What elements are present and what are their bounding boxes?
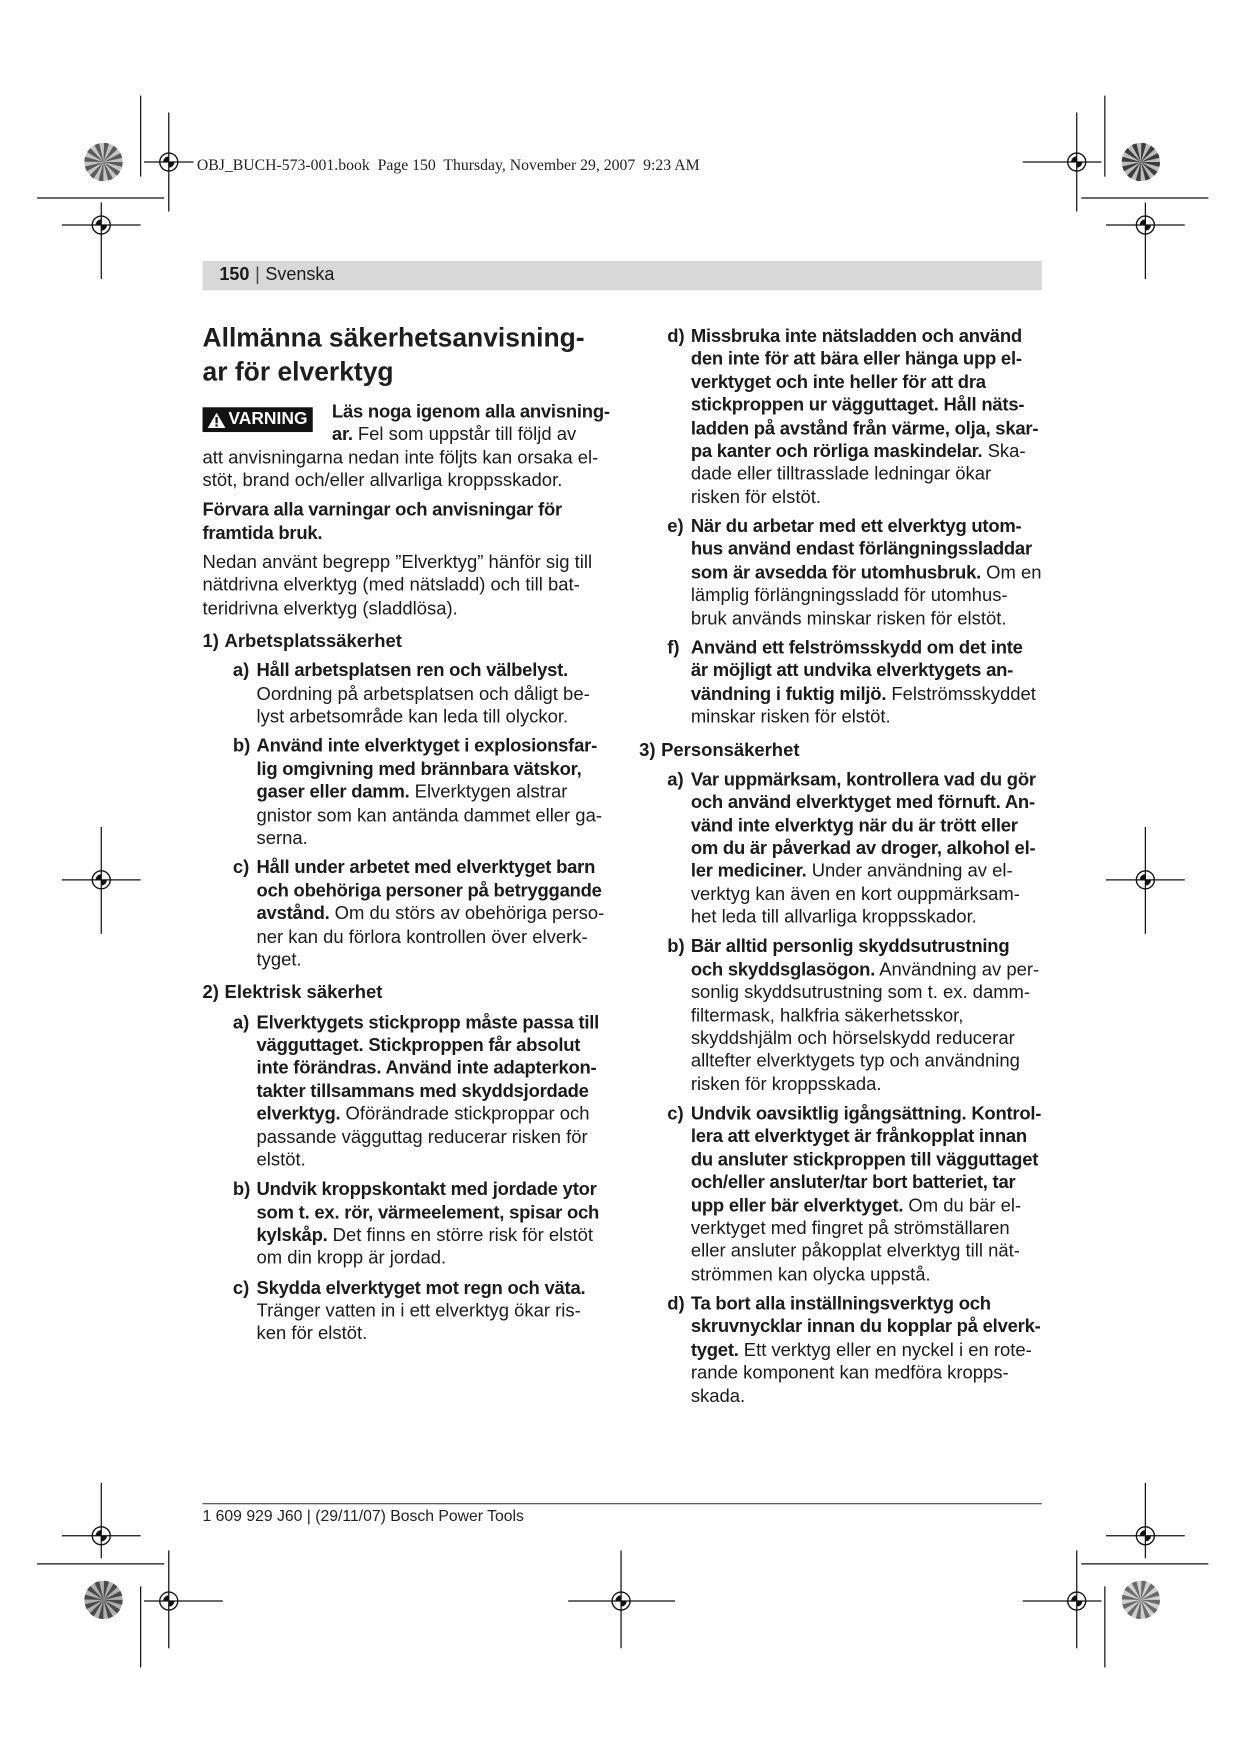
text-run: Om en	[981, 562, 1042, 583]
color-rosette	[84, 143, 122, 181]
text-line	[691, 958, 1044, 981]
text-run: bruk används minskar risken för elstöt.	[690, 608, 1007, 629]
text-line	[203, 551, 610, 574]
text-line	[691, 660, 1044, 683]
bold-text: Elverktygets stickpropp måste passa till	[256, 1012, 600, 1033]
text-line	[691, 981, 1044, 1004]
bold-text: vänd inte elverktyg när du är trött eller	[690, 815, 1018, 836]
text-run: dade eller tilltrasslade ledningar ökar	[690, 464, 992, 485]
list-item	[203, 1011, 610, 1172]
text-line	[257, 1034, 610, 1057]
bold-text: Håll under arbetet med elverktyget barn	[256, 857, 596, 878]
section-number: 1)	[202, 631, 219, 652]
list-item	[639, 325, 1044, 509]
text-run: het leda till allvarliga kroppsskador.	[690, 906, 977, 928]
text-line	[691, 417, 1044, 440]
text-line	[691, 814, 1044, 837]
text-line	[257, 902, 610, 925]
bold-text: skruvnycklar innan du kopplar på elverk-	[690, 1316, 1041, 1338]
text-line	[691, 1240, 1044, 1263]
bold-text: vägguttaget. Stickproppen får absolut	[256, 1035, 581, 1056]
text-run: lyst arbetsområde kan leda till olyckor.	[256, 706, 569, 728]
text-run: skyddshjälm och hörselskydd reducerar	[690, 1028, 1015, 1049]
item-label: a)	[232, 660, 250, 682]
bold-text: Använd inte elverktyget i explosionsfar-	[256, 736, 597, 757]
title-line: Allmänna säkerhetsanvisning-	[202, 322, 585, 353]
text-line	[257, 1322, 610, 1345]
text-run: alltefter elverktygets typ och användning	[690, 1051, 1020, 1072]
text-run: passande vägguttag reducerar risken för	[256, 1126, 588, 1148]
bold-text: tyget.	[690, 1339, 739, 1361]
bold-text: elverktyg.	[256, 1103, 341, 1125]
text-line	[691, 1263, 1044, 1286]
text-line	[203, 469, 610, 492]
section-title: Personsäkerhet	[661, 739, 800, 761]
text-line	[691, 837, 1044, 860]
text-run: verktyget med fingret på strömställaren	[690, 1218, 1010, 1239]
item-label: a)	[667, 769, 684, 790]
bold-text: inte förändras. Använd inte adapterkon-	[256, 1057, 597, 1079]
list-item	[203, 1178, 610, 1270]
text-run: att anvisningarna nedan inte följts kan orsaka el-	[202, 447, 599, 468]
text-run: ken för elstöt.	[256, 1323, 368, 1344]
text-line	[691, 1073, 1044, 1096]
section-language: Svenska	[265, 265, 335, 285]
item-label: c)	[232, 857, 250, 878]
list-item	[639, 637, 1044, 729]
text-line	[691, 706, 1044, 729]
item-label: b)	[232, 736, 251, 757]
text-run: gnistor som kan antända dammet eller ga-	[256, 805, 602, 826]
text-line	[257, 880, 610, 903]
color-rosette	[84, 1581, 122, 1619]
item-label: a)	[232, 1012, 250, 1033]
section-heading	[639, 739, 1044, 762]
text-line	[691, 561, 1044, 584]
text-run: teridrivna elverktyg (sladdlösa).	[202, 598, 458, 619]
text-line	[691, 791, 1044, 814]
text-run: Nedan använt begrepp ”Elverktyg” hänför sig till	[202, 552, 593, 573]
text-line	[691, 607, 1044, 630]
bold-text: Var uppmärksam, kontrollera vad du gör	[690, 769, 1036, 790]
text-line	[691, 768, 1044, 791]
bold-text: gaser eller damm.	[256, 782, 410, 803]
text-line	[691, 1004, 1044, 1027]
header-separator: |	[255, 265, 260, 285]
text-line	[257, 1178, 610, 1201]
page-title	[203, 321, 610, 389]
page-header-bar	[203, 261, 1042, 290]
bold-text: om du är påverkad av droger, alkohol el-	[690, 838, 1036, 859]
text-line	[691, 1385, 1044, 1408]
text-line	[691, 486, 1044, 509]
item-label: c)	[232, 1277, 250, 1298]
text-line	[691, 463, 1044, 486]
bold-text: framtida bruk.	[202, 522, 323, 544]
bold-text: och obehöriga personer på betryggande	[256, 880, 602, 901]
text-line	[257, 804, 610, 827]
item-label: b)	[232, 1179, 251, 1200]
bold-text: kylskåp.	[256, 1225, 328, 1246]
footer-divider	[203, 1503, 1042, 1504]
text-run: verktyg kan även en kort ouppmärksam-	[690, 884, 1020, 905]
bold-text: är möjligt att undvika elverktygets an-	[690, 660, 1014, 682]
bold-text: Missbruka inte nätsladden och använd	[690, 326, 1022, 347]
section-heading	[203, 630, 610, 653]
bold-text: och/eller ansluter/tar bort batteriet, tar	[690, 1172, 1016, 1193]
bold-text: Skydda elverktyget mot regn och väta.	[256, 1277, 586, 1298]
bold-text: och använd elverktyget med förnuft. An-	[690, 792, 1035, 813]
text-line	[691, 584, 1044, 607]
text-line	[257, 1201, 610, 1224]
text-run: Ska-	[982, 441, 1026, 462]
text-run: om din kropp är jordad.	[256, 1248, 447, 1269]
bold-text: upp eller bär elverktyget.	[690, 1195, 904, 1216]
bold-text: Undvik oavsiktlig igångsättning. Kontrol-	[690, 1103, 1042, 1124]
text-run: Om du störs av obehöriga perso-	[329, 903, 605, 924]
text-run: serna.	[256, 828, 308, 849]
text-run: tyget.	[256, 949, 302, 970]
list-item	[203, 1277, 610, 1346]
bold-text: Ta bort alla inställningsverktyg och	[690, 1293, 991, 1315]
text-line	[203, 574, 610, 597]
item-label: e)	[667, 516, 684, 537]
text-line	[257, 1103, 610, 1126]
text-line	[691, 348, 1044, 371]
text-line	[691, 1194, 1044, 1217]
bold-text: som är avsedda för utomhusbruk.	[690, 562, 982, 583]
paragraph	[203, 551, 610, 620]
color-rosette	[1122, 1581, 1160, 1619]
text-run: lämplig förlängningssladd för utomhus-	[690, 585, 1008, 606]
text-line	[257, 660, 610, 683]
text-line	[257, 948, 610, 971]
text-line	[203, 446, 610, 469]
text-line	[691, 1339, 1044, 1362]
text-run: stöt, brand och/eller allvarliga kroppsskador.	[202, 470, 563, 491]
item-label: b)	[667, 936, 685, 957]
text-line	[691, 1362, 1044, 1385]
item-label: f)	[667, 637, 680, 659]
text-run: Under användning av el-	[806, 861, 1013, 882]
text-run: risken för kroppsskada.	[690, 1074, 882, 1095]
text-run: eller ansluter påkopplat elverktyg till nät-	[690, 1241, 1020, 1262]
text-line	[257, 683, 610, 706]
text-line	[203, 597, 610, 620]
color-rosette	[1122, 143, 1160, 181]
text-line	[691, 1103, 1044, 1126]
text-run: sonlig skyddsutrustning som t. ex. damm-	[690, 982, 1031, 1003]
text-line	[691, 883, 1044, 906]
text-run: Tränger vatten in i ett elverktyg ökar ris-	[256, 1300, 581, 1321]
text-line	[691, 1050, 1044, 1073]
text-line	[257, 706, 610, 729]
bold-text: takter tillsammans med skyddsjordade	[256, 1080, 589, 1102]
text-run: Om du bär el-	[903, 1195, 1022, 1216]
text-run: Ett verktyg eller en nyckel i en rote-	[738, 1339, 1032, 1361]
text-line	[691, 1027, 1044, 1050]
bold-text: ler mediciner.	[690, 861, 807, 882]
bold-text: Läs noga igenom alla anvisning-	[331, 401, 610, 422]
text-run: strömmen kan olycka uppstå.	[690, 1264, 931, 1285]
text-line	[691, 1293, 1044, 1316]
text-line	[257, 781, 610, 804]
title-line: ar för elverktyg	[202, 356, 394, 386]
section-title: Arbetsplatssäkerhet	[224, 631, 402, 652]
text-line	[257, 1011, 610, 1034]
warning-badge-label: VARNING	[228, 409, 308, 429]
bold-text: När du arbetar med ett elverktyg utom-	[690, 516, 1022, 537]
text-line	[257, 1277, 610, 1300]
bold-text: Bär alltid personlig skyddsutrustning	[690, 936, 1010, 957]
text-line	[203, 522, 610, 545]
text-line	[691, 515, 1044, 538]
text-run: Användning av per-	[875, 959, 1040, 980]
list-item	[203, 660, 610, 729]
text-line	[691, 637, 1044, 660]
warning-badge	[203, 407, 313, 432]
text-line	[257, 925, 610, 948]
bold-text: ar.	[331, 424, 353, 445]
list-item	[639, 1293, 1044, 1408]
bold-text: och skyddsglasögon.	[690, 959, 876, 980]
text-run: minskar risken för elstöt.	[690, 706, 891, 727]
text-run: elstöt.	[256, 1149, 306, 1171]
text-line	[691, 325, 1044, 348]
bold-text: vändning i fuktig miljö.	[690, 683, 887, 704]
text-line	[257, 1080, 610, 1103]
bold-text: lig omgivning med brännbara vätskor,	[256, 759, 582, 780]
text-line	[257, 758, 610, 781]
item-label: d)	[667, 1293, 685, 1315]
text-run: rande komponent kan medföra kropps-	[690, 1362, 1009, 1384]
print-file-header: OBJ_BUCH-573-001.book Page 150 Thursday, November 29, 2007 9:23 AM	[196, 157, 700, 175]
text-run: nätdrivna elverktyg (med nätsladd) och till bat-	[202, 575, 580, 596]
bold-text: den inte för att bära eller hänga upp el-	[690, 349, 1022, 370]
bold-text: ladden på avstånd från värme, olja, skar-	[690, 418, 1039, 439]
text-line	[257, 827, 610, 850]
list-item	[203, 735, 610, 850]
section-number: 3)	[639, 739, 656, 761]
section-number: 2)	[202, 982, 219, 1003]
bold-text: Använd ett felströmsskydd om det inte	[690, 637, 1023, 659]
bold-text: som t. ex. rör, värmeelement, spisar och	[256, 1202, 600, 1223]
warning-triangle-icon	[207, 411, 226, 428]
bold-text: verktyget och inte heller för att dra	[690, 372, 986, 393]
text-line	[691, 935, 1044, 958]
list-item	[639, 768, 1044, 929]
list-item	[639, 515, 1044, 630]
list-item	[203, 857, 610, 972]
bold-text: stickproppen ur vägguttaget. Håll näts-	[690, 395, 1025, 416]
bold-text: Undvik kroppskontakt med jordade ytor	[256, 1179, 597, 1200]
text-run: skada.	[690, 1385, 746, 1407]
page-number: 150	[219, 265, 250, 285]
warning-paragraph	[203, 401, 610, 493]
text-run: Det finns en större risk för elstöt	[327, 1225, 593, 1246]
text-run: ner kan du förlora kontrollen över elverk-	[256, 926, 588, 947]
text-line	[257, 735, 610, 758]
text-line	[691, 1149, 1044, 1172]
bold-text: pa kanter och rörliga maskindelar.	[690, 441, 983, 462]
text-line	[257, 1300, 610, 1323]
text-line	[691, 906, 1044, 929]
left-column	[203, 321, 610, 1352]
section-heading	[203, 981, 610, 1004]
text-run: Felströmsskyddet	[886, 683, 1036, 704]
paragraph	[203, 499, 610, 545]
text-run: Fel som uppstår till följd av	[352, 424, 577, 445]
text-line	[691, 1171, 1044, 1194]
text-line	[691, 1126, 1044, 1149]
bold-text: avstånd.	[256, 903, 330, 924]
text-line	[691, 371, 1044, 394]
text-line	[203, 499, 610, 522]
bold-text: lera att elverktyget är frånkopplat innan	[690, 1126, 1027, 1147]
text-line	[691, 860, 1044, 883]
page-footer: 1 609 929 J60 | (29/11/07) Bosch Power Tools	[202, 1506, 524, 1525]
text-line	[691, 683, 1044, 706]
text-line	[691, 394, 1044, 417]
bold-text: Håll arbetsplatsen ren och välbelyst.	[256, 660, 568, 682]
text-line	[257, 1057, 610, 1080]
text-run: Oordning på arbetsplatsen och dåligt be-	[256, 683, 590, 705]
right-column	[639, 325, 1044, 1414]
text-run: Elverktygen alstrar	[409, 782, 568, 803]
item-label: d)	[667, 326, 685, 347]
text-line	[691, 538, 1044, 561]
bold-text: hus använd endast förlängningssladdar	[690, 539, 1032, 560]
section-title: Elektrisk säkerhet	[224, 982, 383, 1003]
bold-text: du ansluter stickproppen till vägguttaget	[690, 1149, 1039, 1170]
text-run: filtermask, halkfria säkerhetsskor,	[690, 1005, 964, 1026]
text-line	[257, 1247, 610, 1270]
text-run: risken för elstöt.	[690, 486, 821, 508]
bold-text: Förvara alla varningar och anvisningar för	[202, 500, 563, 521]
text-run: Oförändrade stickproppar och	[340, 1103, 590, 1125]
text-line	[691, 1316, 1044, 1339]
list-item	[639, 935, 1044, 1096]
text-line	[691, 440, 1044, 463]
text-line	[257, 1149, 610, 1172]
text-line	[257, 857, 610, 880]
text-line	[257, 1126, 610, 1149]
text-line	[257, 1224, 610, 1247]
text-line	[691, 1217, 1044, 1240]
item-label: c)	[667, 1103, 684, 1124]
list-item	[639, 1103, 1044, 1287]
